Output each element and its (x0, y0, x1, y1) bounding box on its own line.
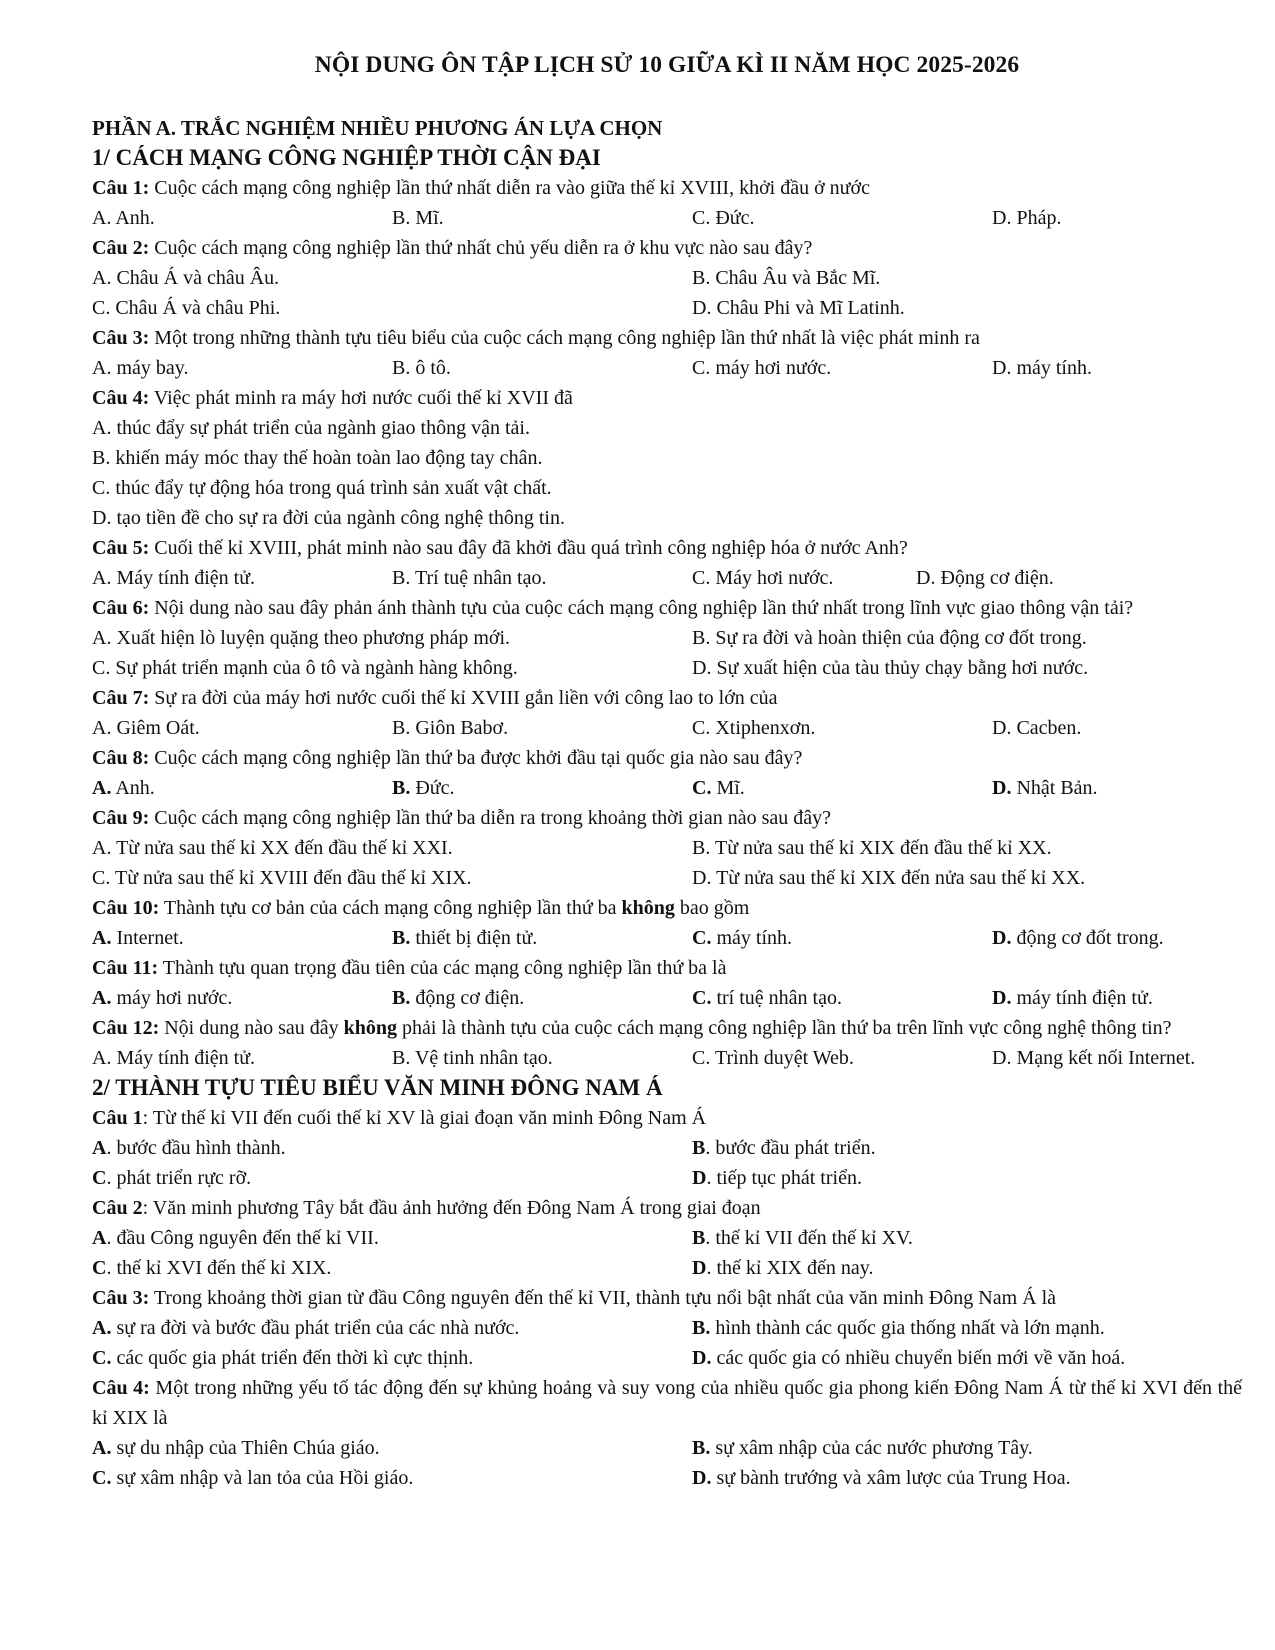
question-label: Câu 8: (92, 747, 150, 769)
option-c: C. Trình duyệt Web. (692, 1047, 854, 1069)
option-a: A. Anh. (92, 207, 155, 229)
question-1-9-options-cd (92, 863, 1242, 893)
option-text: động cơ điện. (410, 987, 525, 1009)
option-d (692, 1253, 873, 1283)
question-2-3-options-ab (92, 1313, 1242, 1343)
question-1-2-options-ab (92, 263, 1242, 293)
question-2-2 (92, 1193, 1242, 1223)
question-label: Câu 9: (92, 807, 150, 829)
option-text: . phát triển rực rỡ. (106, 1167, 252, 1189)
question-1-6-options-ab (92, 623, 1242, 653)
option-text: Mĩ. (711, 777, 745, 799)
option-letter: A. (92, 777, 112, 799)
option-a (92, 1223, 692, 1253)
option-letter: A (92, 1137, 107, 1159)
option-text: sự bành trướng và xâm lược của Trung Hoa. (711, 1467, 1071, 1489)
question-label: Câu 4: (92, 1377, 150, 1399)
option-letter: B. (392, 987, 411, 1009)
option-letter: D. (692, 1347, 712, 1369)
option-letter: B. (392, 777, 411, 799)
option-letter: B. (392, 927, 411, 949)
option-text: Đức. (410, 777, 455, 799)
option-d: D. Động cơ điện. (916, 567, 1054, 589)
option-letter: A (92, 1227, 107, 1249)
question-2-1-options-ab (92, 1133, 1242, 1163)
option-b (392, 773, 692, 803)
question-label: Câu 2 (92, 1197, 143, 1219)
question-text: : Từ thế kỉ VII đến cuối thế kỉ XV là giai đoạn văn minh Đông Nam Á (142, 1107, 707, 1129)
question-1-7 (92, 683, 1242, 713)
option-d (692, 1343, 1125, 1373)
question-text: bao gồm (674, 897, 750, 919)
part-a-heading: PHẦN A. TRẮC NGHIỆM NHIỀU PHƯƠNG ÁN LỰA CHỌN (92, 116, 663, 140)
question-1-10-options (92, 923, 1242, 953)
question-text: Cuộc cách mạng công nghiệp lần thứ nhất chủ yếu diễn ra ở khu vực nào sau đây? (149, 237, 813, 259)
option-text: trí tuệ nhân tạo. (711, 987, 842, 1009)
question-1-3 (92, 323, 1242, 353)
question-text: phải là thành tựu của cuộc cách mạng công nghiệp lần thứ ba trên lĩnh vực công nghệ thông tin? (397, 1017, 1172, 1039)
option-text: Nhật Bản. (1011, 777, 1098, 799)
option-d: D. Châu Phi và Mĩ Latinh. (692, 297, 905, 319)
question-text: Nội dung nào sau đây (159, 1017, 344, 1039)
question-label: Câu 11: (92, 957, 159, 979)
option-b: B. Giôn Babơ. (392, 717, 509, 739)
option-d (992, 923, 1164, 953)
question-2-4 (92, 1373, 1242, 1433)
question-text: Thành tựu cơ bản của cách mạng công nghiệp lần thứ ba (159, 897, 622, 919)
option-a (92, 1133, 692, 1163)
question-1-9 (92, 803, 1242, 833)
question-1-4 (92, 383, 1242, 413)
option-a: A. máy bay. (92, 357, 189, 379)
option-letter: C (92, 1257, 107, 1279)
option-text: . thế kỉ XIX đến nay. (706, 1257, 874, 1279)
question-text: Cuối thế kỉ XVIII, phát minh nào sau đây đã khởi đầu quá trình công nghiệp hóa ở nước Anh? (149, 537, 908, 559)
question-text: : Văn minh phương Tây bắt đầu ảnh hưởng đến Đông Nam Á trong giai đoạn (142, 1197, 761, 1219)
question-text: Trong khoảng thời gian từ đầu Công nguyên đến thế kỉ VII, thành tựu nổi bật nhất của văn minh Đông Nam Á là (149, 1287, 1057, 1309)
option-a (92, 1313, 692, 1343)
option-letter: D. (692, 1467, 712, 1489)
question-emphasis: không (621, 897, 675, 919)
question-2-2-options-ab (92, 1223, 1242, 1253)
section-2-heading: 2/ THÀNH TỰU TIÊU BIỂU VĂN MINH ĐÔNG NAM Á (92, 1075, 663, 1100)
option-b: B. Châu Âu và Bắc Mĩ. (692, 267, 881, 289)
option-text: sự ra đời và bước đầu phát triển của các nhà nước. (111, 1317, 520, 1339)
question-text: Nội dung nào sau đây phản ánh thành tựu của cuộc cách mạng công nghiệp lần thứ nhất trong lĩnh vực giao thông vận tải? (149, 597, 1134, 619)
question-1-11-options (92, 983, 1242, 1013)
option-c: C. Máy hơi nước. (692, 567, 834, 589)
option-c: C. Xtiphenxơn. (692, 717, 816, 739)
question-1-5-options (92, 563, 1242, 593)
option-a: A. Xuất hiện lò luyện quặng theo phương pháp mới. (92, 627, 511, 649)
option-a: A. Máy tính điện tử. (92, 567, 256, 589)
option-c: C. thúc đẩy tự động hóa trong quá trình sản xuất vật chất. (92, 477, 552, 499)
option-text: . thế kỉ VII đến thế kỉ XV. (705, 1227, 913, 1249)
option-text: hình thành các quốc gia thống nhất và lớn mạnh. (710, 1317, 1105, 1339)
question-label: Câu 6: (92, 597, 150, 619)
option-b: B. khiến máy móc thay thế hoàn toàn lao động tay chân. (92, 447, 543, 469)
question-1-12-options (92, 1043, 1242, 1073)
option-text: sự du nhập của Thiên Chúa giáo. (111, 1437, 380, 1459)
option-d: D. Pháp. (992, 207, 1062, 229)
option-b (692, 1433, 1033, 1463)
option-a: A. Từ nửa sau thế kỉ XX đến đầu thế kỉ XXI. (92, 837, 453, 859)
option-letter: C. (692, 777, 712, 799)
option-c: C. Đức. (692, 207, 755, 229)
option-text: sự xâm nhập và lan tỏa của Hồi giáo. (111, 1467, 414, 1489)
question-2-4-options-cd (92, 1463, 1242, 1493)
option-c (692, 773, 992, 803)
question-1-8 (92, 743, 1242, 773)
option-b: B. Vệ tinh nhân tạo. (392, 1047, 553, 1069)
option-letter: D. (992, 927, 1012, 949)
question-label: Câu 1: (92, 177, 150, 199)
option-text: . đầu Công nguyên đến thế kỉ VII. (106, 1227, 379, 1249)
option-text: . tiếp tục phát triển. (706, 1167, 862, 1189)
option-c: C. máy hơi nước. (692, 357, 832, 379)
option-b: B. Mĩ. (392, 207, 444, 229)
question-label: Câu 4: (92, 387, 150, 409)
option-text: Internet. (111, 927, 184, 949)
option-letter: C. (692, 927, 712, 949)
option-c: C. Sự phát triển mạnh của ô tô và ngành hàng không. (92, 657, 518, 679)
option-c (92, 1463, 692, 1493)
option-d: D. máy tính. (992, 357, 1092, 379)
option-b (692, 1133, 876, 1163)
question-text: Một trong những yếu tố tác động đến sự khủng hoảng và suy vong của nhiều quốc gia phong kiến Đông Nam Á từ thế kỉ XVI đến thế kỉ XIX là (92, 1377, 1242, 1429)
option-letter: B (692, 1137, 706, 1159)
option-b: B. ô tô. (392, 357, 451, 379)
option-letter: A. (92, 987, 112, 1009)
option-d (692, 1163, 862, 1193)
option-a: A. Máy tính điện tử. (92, 1047, 256, 1069)
question-1-1 (92, 173, 1242, 203)
document-page (92, 52, 1242, 1493)
option-c (92, 1343, 692, 1373)
option-letter: D. (992, 987, 1012, 1009)
option-a: A. Giêm Oát. (92, 717, 200, 739)
question-1-7-options (92, 713, 1242, 743)
option-b: B. Từ nửa sau thế kỉ XIX đến đầu thế kỉ XX. (692, 837, 1052, 859)
question-2-1 (92, 1103, 1242, 1133)
question-2-1-options-cd (92, 1163, 1242, 1193)
option-text: máy tính. (711, 927, 792, 949)
question-1-12 (92, 1013, 1242, 1043)
option-letter: C. (92, 1467, 112, 1489)
option-text: . bước đầu hình thành. (106, 1137, 286, 1159)
option-c: C. Châu Á và châu Phi. (92, 297, 281, 319)
option-letter: B. (692, 1437, 711, 1459)
section-1-heading: 1/ CÁCH MẠNG CÔNG NGHIỆP THỜI CẬN ĐẠI (92, 145, 601, 170)
option-text: máy tính điện tử. (1011, 987, 1153, 1009)
option-c (692, 983, 992, 1013)
option-text: các quốc gia có nhiều chuyển biến mới về văn hoá. (711, 1347, 1126, 1369)
option-d (992, 983, 1153, 1013)
option-letter: D (692, 1167, 707, 1189)
option-text: . bước đầu phát triển. (705, 1137, 876, 1159)
option-d: D. tạo tiền đề cho sự ra đời của ngành công nghệ thông tin. (92, 507, 565, 529)
question-text: Cuộc cách mạng công nghiệp lần thứ nhất diễn ra vào giữa thế kỉ XVIII, khởi đầu ở nước (149, 177, 870, 199)
option-d (692, 1463, 1071, 1493)
option-b: B. Sự ra đời và hoàn thiện của động cơ đốt trong. (692, 627, 1087, 649)
question-label: Câu 2: (92, 237, 150, 259)
question-2-3-options-cd (92, 1343, 1242, 1373)
option-c (92, 1253, 692, 1283)
option-d: D. Từ nửa sau thế kỉ XIX đến nửa sau thế kỉ XX. (692, 867, 1086, 889)
option-letter: C. (92, 1347, 112, 1369)
question-1-8-options (92, 773, 1242, 803)
question-label: Câu 3: (92, 1287, 150, 1309)
question-label: Câu 3: (92, 327, 150, 349)
option-text: . thế kỉ XVI đến thế kỉ XIX. (106, 1257, 332, 1279)
question-text: Một trong những thành tựu tiêu biểu của cuộc cách mạng công nghiệp lần thứ nhất là việc phát minh ra (149, 327, 980, 349)
option-a (92, 923, 392, 953)
question-text: Cuộc cách mạng công nghiệp lần thứ ba được khởi đầu tại quốc gia nào sau đây? (149, 747, 803, 769)
question-1-6-options-cd (92, 653, 1242, 683)
option-letter: C. (692, 987, 712, 1009)
option-letter: B. (692, 1317, 711, 1339)
question-1-6 (92, 593, 1242, 623)
question-1-5 (92, 533, 1242, 563)
option-letter: D (692, 1257, 707, 1279)
option-b: B. Trí tuệ nhân tạo. (392, 567, 547, 589)
question-label: Câu 12: (92, 1017, 160, 1039)
option-letter: B (692, 1227, 706, 1249)
option-letter: D. (992, 777, 1012, 799)
option-c (692, 923, 992, 953)
option-c (92, 1163, 692, 1193)
option-b (692, 1223, 913, 1253)
question-1-11 (92, 953, 1242, 983)
question-1-3-options (92, 353, 1242, 383)
document-title: NỘI DUNG ÔN TẬP LỊCH SỬ 10 GIỮA KÌ II NĂM HỌC 2025-2026 (314, 52, 1020, 78)
question-1-2-options-cd (92, 293, 1242, 323)
option-b (392, 923, 692, 953)
option-a (92, 1433, 692, 1463)
question-2-3 (92, 1283, 1242, 1313)
option-text: thiết bị điện tử. (410, 927, 538, 949)
question-emphasis: không (343, 1017, 398, 1039)
question-1-1-options (92, 203, 1242, 233)
option-c: C. Từ nửa sau thế kỉ XVIII đến đầu thế kỉ XIX. (92, 867, 472, 889)
option-letter: C (92, 1167, 107, 1189)
option-text: các quốc gia phát triển đến thời kì cực thịnh. (111, 1347, 474, 1369)
question-text: Thành tựu quan trọng đầu tiên của các mạng công nghiệp lần thứ ba là (158, 957, 727, 979)
question-label: Câu 10: (92, 897, 160, 919)
option-a: A. thúc đẩy sự phát triển của ngành giao thông vận tải. (92, 417, 530, 439)
question-text: Cuộc cách mạng công nghiệp lần thứ ba diễn ra trong khoảng thời gian nào sau đây? (149, 807, 832, 829)
question-label: Câu 7: (92, 687, 150, 709)
question-label: Câu 1 (92, 1107, 143, 1129)
question-text: Việc phát minh ra máy hơi nước cuối thế kỉ XVII đã (149, 387, 573, 409)
question-2-2-options-cd (92, 1253, 1242, 1283)
option-text: máy hơi nước. (111, 987, 233, 1009)
option-d: D. Sự xuất hiện của tàu thủy chạy bằng hơi nước. (692, 657, 1089, 679)
question-text: Sự ra đời của máy hơi nước cuối thế kỉ XVIII gắn liền với công lao to lớn của (149, 687, 778, 709)
option-b (392, 983, 692, 1013)
option-a: A. Châu Á và châu Âu. (92, 267, 280, 289)
question-1-2 (92, 233, 1242, 263)
option-letter: A. (92, 927, 112, 949)
option-d: D. Mạng kết nối Internet. (992, 1047, 1196, 1069)
option-letter: A. (92, 1437, 112, 1459)
option-b (692, 1313, 1105, 1343)
option-d: D. Cacben. (992, 717, 1082, 739)
option-a (92, 773, 392, 803)
question-1-9-options-ab (92, 833, 1242, 863)
question-label: Câu 5: (92, 537, 150, 559)
option-letter: A. (92, 1317, 112, 1339)
option-text: động cơ đốt trong. (1011, 927, 1164, 949)
option-text: Anh. (111, 777, 155, 799)
option-a (92, 983, 392, 1013)
option-d (992, 773, 1098, 803)
question-1-10 (92, 893, 1242, 923)
option-text: sự xâm nhập của các nước phương Tây. (710, 1437, 1033, 1459)
question-2-4-options-ab (92, 1433, 1242, 1463)
